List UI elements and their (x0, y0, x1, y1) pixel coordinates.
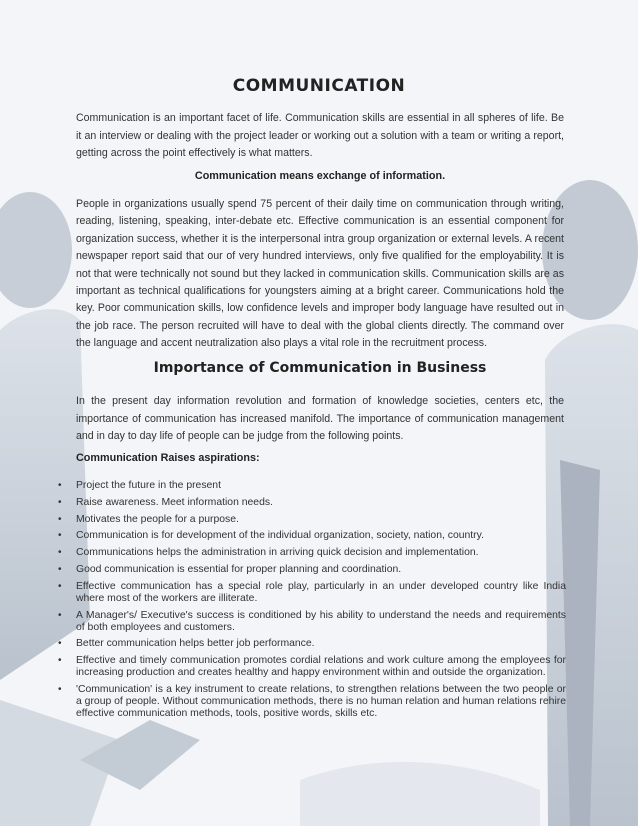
bullet-list (58, 480, 566, 725)
section-paragraph: In the present day information revolution and formation of knowledge societies, centers etc, the importance of communication has increased manifold. The importance of communication management and in day to day life of people can be judge from the following points. (76, 395, 564, 443)
list-item: • Good communication is essential for proper planning and coordination. (58, 563, 402, 575)
list-item: • Motivates the people for a purpose. (58, 513, 239, 525)
bullet-icon: • (58, 513, 62, 525)
page-title: COMMUNICATION (232, 76, 406, 96)
bullet-icon: • (58, 683, 62, 695)
list-item: • Project the future in the present (58, 480, 221, 491)
bullet-icon: • (58, 563, 62, 575)
list-item: • Raise awareness. Meet information needs. (58, 496, 273, 508)
bullet-icon: • (58, 480, 62, 491)
section-heading: Importance of Communication in Business (153, 360, 487, 376)
list-item: • Better communication helps better job performance. (58, 638, 315, 650)
bullet-icon: • (58, 530, 62, 542)
intro-paragraph: Communication is an important facet of life. Communication skills are essential in all spheres of life. Be it an interview or dealing with the project leader or working out a solution with a team or writing a report, getting across the point effectively is what matters. (76, 112, 564, 160)
bullet-icon: • (58, 547, 62, 559)
exchange-heading: Communication means exchange of information. (194, 170, 446, 182)
list-item: • 'Communication' is a key instrument to create relations, to strengthen relations between the two people or a group of people. Without communication methods, there is no human relation and human relations rehire effective communication methods, tools, positive words, skills etc. (58, 683, 566, 719)
bullet-icon: • (58, 655, 62, 667)
bullet-icon: • (58, 638, 62, 650)
body-paragraph: People in organizations usually spend 75 percent of their daily time on communication through writing, reading, listening, speaking, inter-debate etc. Effective communication is an essential component for organization success, whether it is the interpersonal intra group organization or external levels. A recent newspaper report said that our of very hundred interviews, only five qualified for the employability. It is not that were technically not sound but they lacked in communication skills. Communication skills are as important as technical qualifications for youngsters aiming at a bright career. Communications hold the key. Poor communication skills, low confidence levels and improper body language have resulted out in the job race. The person recruited will have to deal with the global clients directly. The command over the language and accent neutralization also plays a vital role in the recruitment process. (76, 198, 564, 350)
list-item: • Effective and timely communication promotes cordial relations and work culture among the employees for increasing production and creates healthy and happy environment within and outside the organization. (58, 655, 566, 679)
bullet-icon: • (58, 580, 62, 592)
list-item: • Effective communication has a special role play, particularly in an under developed country like India where most of the workers are illiterate. (58, 580, 566, 604)
bullet-icon: • (58, 609, 62, 621)
list-item: • Communications helps the administration in arriving quick decision and implementation. (58, 547, 479, 559)
bullet-icon: • (58, 496, 62, 508)
subheading: Communication Raises aspirations: (76, 452, 260, 464)
list-item: • A Manager's/ Executive's success is conditioned by his ability to understand the needs and requirements of both employees and customers. (58, 609, 566, 633)
list-item: • Communication is for development of the individual organization, society, nation, country. (58, 530, 484, 542)
